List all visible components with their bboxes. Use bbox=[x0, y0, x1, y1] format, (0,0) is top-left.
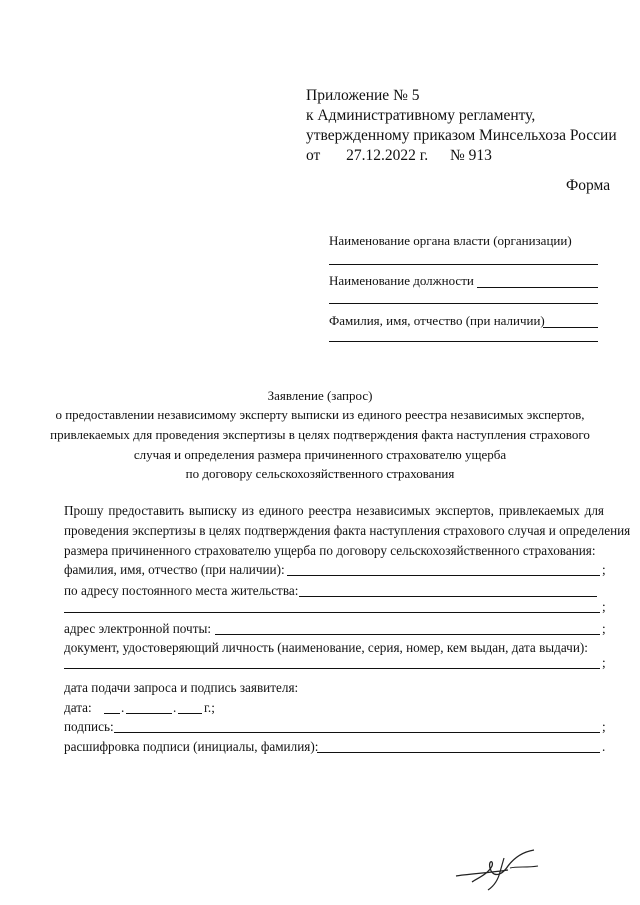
position-label: Наименование должности bbox=[329, 273, 474, 288]
appendix-to-regulation: к Административному регламенту, bbox=[306, 107, 536, 124]
fio-field-line[interactable] bbox=[287, 575, 600, 576]
org-line[interactable] bbox=[329, 264, 598, 265]
appendix-date-line bbox=[306, 146, 492, 166]
submit-label: дата подачи запроса и подпись заявителя: bbox=[64, 680, 299, 695]
signature-label: подпись: bbox=[64, 719, 114, 734]
signature-semicolon: ; bbox=[602, 719, 606, 734]
position-line-1[interactable] bbox=[477, 287, 598, 288]
email-semicolon: ; bbox=[602, 621, 606, 636]
date-dot-1: . bbox=[121, 700, 125, 715]
name-line-2[interactable] bbox=[329, 341, 598, 342]
form-label: Форма bbox=[566, 177, 611, 194]
title-line-5: по договору сельскохозяйственного страхования bbox=[185, 466, 455, 481]
request-paragraph-line-3: размера причиненного страхователю ущерба по договору сельскохозяйственного страхования: bbox=[64, 543, 596, 558]
address-semicolon: ; bbox=[602, 599, 606, 614]
email-field-line[interactable] bbox=[215, 634, 600, 635]
address-label: по адресу постоянного места жительства: bbox=[64, 583, 299, 598]
appendix-approved-by: утвержденному приказом Минсельхоза России bbox=[306, 127, 617, 144]
org-label: Наименование органа власти (организации) bbox=[329, 233, 572, 248]
order-number: № 913 bbox=[449, 147, 492, 164]
request-paragraph-line-2: проведения экспертизы в целях подтверждения факта наступления страхового случая и определения bbox=[64, 523, 631, 538]
title-heading: Заявление (запрос) bbox=[267, 388, 373, 403]
handwritten-signature bbox=[448, 846, 548, 896]
appendix-number: Приложение № 5 bbox=[306, 87, 420, 104]
order-date: 27.12.2022 г. bbox=[346, 147, 429, 164]
document-field-line[interactable] bbox=[64, 668, 600, 669]
date-month-line[interactable] bbox=[126, 713, 172, 714]
title-line-2: о предоставлении независимому эксперту выписки из единого реестра независимых экспертов, bbox=[55, 407, 585, 422]
decipher-period: . bbox=[602, 739, 606, 754]
date-prefix: от bbox=[306, 147, 321, 164]
address-field-line-2[interactable] bbox=[64, 612, 600, 613]
date-day-line[interactable] bbox=[104, 713, 120, 714]
decipher-field-line[interactable] bbox=[317, 752, 600, 753]
date-dot-2: . bbox=[173, 700, 177, 715]
document-semicolon: ; bbox=[602, 655, 606, 670]
fio-semicolon: ; bbox=[602, 562, 606, 577]
signature-field-line[interactable] bbox=[114, 732, 600, 733]
title-line-3: привлекаемых для проведения экспертизы в целях подтверждения факта наступления страхового bbox=[50, 427, 590, 442]
position-line-2[interactable] bbox=[329, 303, 598, 304]
date-year-line[interactable] bbox=[178, 713, 202, 714]
email-label: адрес электронной почты: bbox=[64, 621, 211, 636]
document-label: документ, удостоверяющий личность (наименование, серия, номер, кем выдан, дата выдачи): bbox=[64, 640, 588, 655]
decipher-label: расшифровка подписи (инициалы, фамилия): bbox=[64, 739, 319, 754]
request-paragraph-line-1: Прошу предоставить выписку из единого реестра независимых экспертов, привлекаемых для bbox=[64, 503, 604, 518]
name-line-1[interactable] bbox=[543, 327, 598, 328]
name-label: Фамилия, имя, отчество (при наличии) bbox=[329, 313, 545, 328]
fio-label: фамилия, имя, отчество (при наличии): bbox=[64, 562, 285, 577]
address-field-line-1[interactable] bbox=[299, 596, 597, 597]
title-line-4: случая и определения размера причиненного страхователю ущерба bbox=[133, 447, 507, 462]
date-label: дата: bbox=[64, 700, 92, 715]
date-year-suffix: г.; bbox=[204, 700, 215, 715]
